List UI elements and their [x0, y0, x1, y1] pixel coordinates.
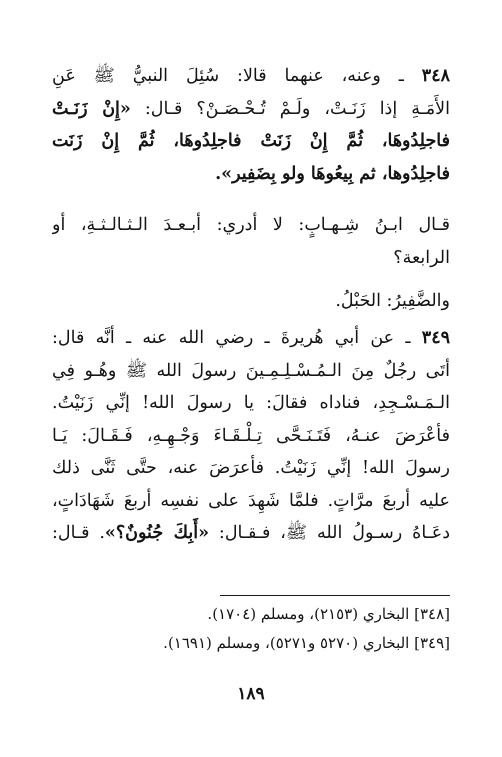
hadith-349-line-2: أتَى رجُلٌ مِنَ الـمُـسْـلِـمِـينَ رسولَ الله ﷺ وهُـو فِي: [52, 360, 450, 381]
hadith-348-line-1-text: ـ وعنه، عنهما قالا: سُئِلَ النبيُّ ﷺ عَنِ: [52, 66, 422, 86]
hadith-349-line-4: فأعْرَضَ عنـهُ، فَتَـنَـحَّى تِـلْـقَـاءَ وَجْـهِـهِ، فَـقَـالَ: يَـا: [52, 425, 450, 446]
footnote-349: [٣٤٩] البخاري (٥٢٧٠ و٥٢٧١)، ومسلم (١٦٩١).: [163, 634, 450, 652]
gloss-dafir: [52, 285, 450, 318]
hadith-349-line-1: [52, 322, 450, 355]
hadith-348-number: ٣٤٨: [421, 66, 450, 86]
hadith-348-line-2: [52, 93, 450, 126]
comment-line-2: الرابعة؟: [393, 247, 450, 268]
footnote-348: [٣٤٨] البخاري (٢١٥٣)، ومسلم (١٧٠٤).: [207, 605, 450, 623]
hadith-349: [52, 322, 450, 550]
hadith-348-line-1: [52, 60, 450, 93]
hadith-349-line-7-end: . قـال:: [52, 523, 105, 543]
hadith-348-line-4: فاجلِدُوها، ثم بِيعُوهَا ولو بِضَفِير».: [215, 163, 450, 184]
footnote-divider: [220, 595, 450, 596]
hadith-348-line-2-text: الأَمَـةِ إذا زَنَـتْ، ولَـمْ تُـحْـصَـنْ؟ قـال:: [130, 98, 450, 119]
hadith-348-quote-start: «إِنْ زَنَـتْ: [52, 98, 131, 119]
page-number: ١٨٩: [237, 684, 265, 704]
hadith-349-line-7-text: دعَـاهُ رسـولُ الله ﷺ، فـقـال:: [209, 523, 450, 543]
hadith-349-line-1-text: ـ عن أبي هُريرةَ ـ رضي الله عنه ـ أنَّه قال:: [52, 328, 422, 348]
hadith-348: [52, 60, 450, 190]
hadith-348-line-3: فاجلِدُوهَا، ثُمَّ إِنْ زَنَتْ فاجلِدُوهَا، ثُمَّ إِنْ زَنَت: [52, 131, 450, 151]
ibn-shihab-comment: [52, 209, 450, 274]
hadith-349-line-5: رسولَ الله! إنِّي زَنَيْتُ. فأعرَضَ عنه، حتَّى ثَنَّى ذلك: [52, 458, 450, 478]
hadith-349-line-6: عليه أربعَ مرَّاتٍ. فلمَّا شَهِدَ على نفسِه أربعَ شَهَادَاتٍ،: [52, 490, 450, 511]
gloss-line: والضَّفِيرُ: الحَبْلُ.: [335, 291, 450, 311]
hadith-349-line-3: الـمَـسْـجِدِ، فناداه فقالَ: يا رسولَ الله! إنِّي زَنَيْتُ.: [52, 393, 450, 413]
comment-line-1: قـال ابـنُ شِـهـابٍ: لا أدري: أبـعـدَ الـثـالـثـةِ، أو: [52, 215, 450, 235]
hadith-349-number: ٣٤٩: [421, 328, 450, 348]
hadith-349-line-7: [52, 517, 450, 550]
hadith-349-quote: «أَبِكَ جُنُونٌ؟»: [104, 523, 210, 543]
